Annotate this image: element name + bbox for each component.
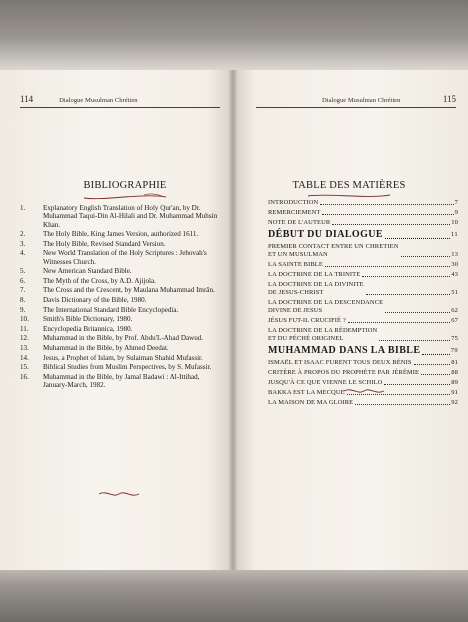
right-running-head: Dialogue Musulman Chrétien <box>322 97 401 104</box>
toc-leader-dots <box>362 276 450 277</box>
toc-entry-label: LA SAINTE BIBLE <box>268 261 323 268</box>
toc-entry <box>268 327 458 343</box>
bibliography-item-text: Smith's Bible Dictionary, 1980. <box>43 315 133 324</box>
toc-entry-page: 43 <box>451 271 458 278</box>
toc-leader-dots <box>355 404 450 405</box>
toc-entry-label: BAKKA EST LA MECQUE <box>268 389 345 396</box>
toc-entry <box>268 369 458 377</box>
left-header-rule <box>20 107 220 108</box>
toc-entry <box>268 243 458 259</box>
toc-entry-label: LA DOCTRINE DE LA DESCENDANCE DIVINE DE JESUS <box>268 299 384 314</box>
toc-entry-page: 30 <box>451 261 458 268</box>
toc-entry-label: LA DOCTRINE DE LA RÉDEMPTION ET DU PÉCHÉ ORIGINEL <box>268 327 378 342</box>
bibliography-item-number: 14. <box>20 353 29 362</box>
right-footer-ornament <box>342 386 386 396</box>
bibliography-item <box>20 240 220 248</box>
toc-entry-page: 75 <box>451 335 458 342</box>
bibliography-item <box>20 334 220 342</box>
bibliography-item-number: 9. <box>20 305 26 314</box>
bibliography-item-text: The International Standard Bible Encyclopedia. <box>43 305 179 314</box>
title-ornament <box>82 192 168 202</box>
bibliography-item-text: Jesus, a Prophet of Islam, by Sulaiman Shahid Mufassir. <box>43 353 203 362</box>
bibliography-item-number: 8. <box>20 296 26 305</box>
right-header <box>256 90 456 104</box>
toc-entry-label: PREMIER CONTACT ENTRE UN CHRETIEN ET UN MUSULMAN <box>268 243 399 258</box>
left-footer-ornament <box>97 489 141 499</box>
bibliography-item-number: 5. <box>20 267 26 276</box>
bibliography-item-number: 1. <box>20 204 26 212</box>
toc-entry-page: 9 <box>454 209 458 216</box>
toc-entry-page: 51 <box>451 289 458 296</box>
bibliography-item-text: Muhammad in the Bible, by Jamal Badawi : Al-Ittihad, January-March, 1982. <box>43 372 200 390</box>
left-running-head: Dialogue Musulman Chrétien <box>59 97 138 104</box>
bibliography-item-text: New American Standard Bible. <box>43 267 132 276</box>
toc-entry-page: 91 <box>451 389 458 396</box>
toc-entry-label: MUHAMMAD DANS LA BIBLE <box>268 345 421 356</box>
toc-leader-dots <box>385 312 450 313</box>
toc-entry <box>268 359 458 367</box>
bibliography-item-number: 11. <box>20 324 29 333</box>
toc-entry-label: CRITÈRE À PROPOS DU PROPHÈTE PAR JÉRÉMIE <box>268 369 420 376</box>
bibliography-item-text: Encyclopedia Britannica, 1980. <box>43 324 133 333</box>
bibliography-item <box>20 315 220 323</box>
bibliography-item-text: The Holy Bible, King James Version, authorized 1611. <box>43 230 199 239</box>
toc-entry <box>268 199 458 207</box>
bibliography-title: BIBLIOGRAPHIE <box>83 180 167 191</box>
toc-entry <box>268 299 458 315</box>
bibliography-item-number: 12. <box>20 334 29 343</box>
bibliography-item <box>20 204 220 229</box>
bibliography-item <box>20 306 220 314</box>
bibliography-item <box>20 354 220 362</box>
toc-entry <box>268 317 458 325</box>
toc-title: TABLE DES MATIÈRES <box>292 180 406 191</box>
toc-entry-page: 62 <box>451 307 458 314</box>
bibliography-item-number: 6. <box>20 276 26 285</box>
toc-entry-page: 7 <box>454 199 458 206</box>
toc-entry-label: JUSQU'À CE QUE VIENNE LE SCHILO <box>268 379 383 386</box>
left-header <box>20 90 220 104</box>
bibliography-item-text: Explanatory English Translation of Holy Qur'an, by Dr. Muhammad Taqui-Din Al-Hilali and Dr. Muhammad Muhsin Khan. <box>43 204 218 229</box>
toc-entry-label: DÉBUT DU DIALOGUE <box>268 229 383 240</box>
toc-entry <box>268 219 458 227</box>
toc-leader-dots <box>325 266 450 267</box>
toc-leader-dots <box>366 294 451 295</box>
toc-entry-label: JÉSUS FUT-IL CRUCIFIÉ ? <box>268 317 346 324</box>
bibliography-item-text: Muhammad in the Bible, by Ahmed Deedat. <box>43 344 169 353</box>
toc-entry-label: REMERCIEMENT <box>268 209 321 216</box>
toc-leader-dots <box>401 256 451 257</box>
toc-leader-dots <box>348 322 450 323</box>
toc-leader-dots <box>385 238 450 239</box>
toc-entry-page: 10 <box>451 219 458 226</box>
bibliography-item-text: Biblical Studies from Muslim Perspectives, by S. Mufassir. <box>43 363 212 372</box>
bibliography-item <box>20 296 220 304</box>
toc-leader-dots <box>332 224 450 225</box>
toc-entry-label: LA MAISON DE MA GLOIRE <box>268 399 354 406</box>
bibliography-item <box>20 325 220 333</box>
toc-entry-page: 89 <box>451 379 458 386</box>
toc-section-heading <box>268 345 458 357</box>
bibliography-item-text: The Cross and the Crescent, by Maulana Muhammad Imrân. <box>43 286 215 295</box>
right-page-number: 115 <box>442 94 456 104</box>
bibliography-item-text: Muhammad in the Bible, by Prof. Abdu'L-Ahad Dawud. <box>43 334 204 343</box>
toc-section-heading <box>268 229 458 241</box>
toc-leader-dots <box>379 340 450 341</box>
bibliography-item-number: 2. <box>20 230 26 239</box>
bibliography-list <box>20 204 220 391</box>
toc-entry <box>268 209 458 217</box>
toc-entry <box>268 261 458 269</box>
book-gutter <box>229 70 237 570</box>
toc-entry-label: INTRODUCTION <box>268 199 319 206</box>
bibliography-item-number: 16. <box>20 372 29 381</box>
bibliography-item-text: Davis Dictionary of the Bible, 1980. <box>43 296 147 305</box>
bibliography-item-number: 7. <box>20 286 26 295</box>
bibliography-item-text: The Myth of the Cross, by A.D. Ajijola. <box>43 276 156 285</box>
bibliography-item <box>20 249 220 266</box>
bibliography-item <box>20 363 220 371</box>
table-of-contents <box>268 199 458 409</box>
toc-entry-page: 79 <box>450 347 458 354</box>
toc-leader-dots <box>320 204 453 205</box>
toc-leader-dots <box>414 364 451 365</box>
bibliography-item-number: 15. <box>20 363 29 372</box>
toc-leader-dots <box>421 374 450 375</box>
toc-leader-dots <box>422 354 449 355</box>
toc-entry-page: 81 <box>451 359 458 366</box>
toc-leader-dots <box>322 214 453 215</box>
bibliography-item-text: The Holy Bible, Revised Standard Version. <box>43 239 166 248</box>
toc-entry <box>268 271 458 279</box>
toc-entry-page: 88 <box>451 369 458 376</box>
bibliography-item-text: New World Translation of the Holy Scriptures : Jehovah's Witnesses Church. <box>43 249 207 266</box>
bibliography-item <box>20 344 220 352</box>
toc-entry-page: 92 <box>451 399 458 406</box>
bibliography-item-number: 3. <box>20 239 26 248</box>
toc-entry-label: LA DOCTRINE DE LA DIVINITE DE JESUS-CHRIST <box>268 281 364 296</box>
toc-entry-page: 67 <box>451 317 458 324</box>
toc-entry-page: 13 <box>451 251 458 258</box>
bibliography-item <box>20 267 220 275</box>
bibliography-item <box>20 277 220 285</box>
toc-entry <box>268 281 458 297</box>
toc-entry-label: ISMAËL ET ISAAC FURENT TOUS DEUX BÉNIS <box>268 359 412 366</box>
toc-leader-dots <box>384 384 450 385</box>
bibliography-item-number: 4. <box>20 249 26 258</box>
bibliography-item-number: 13. <box>20 344 29 353</box>
right-header-rule <box>256 107 456 108</box>
bibliography-item <box>20 230 220 238</box>
bibliography-item-number: 10. <box>20 315 29 324</box>
bibliography-item <box>20 373 220 390</box>
toc-entry-page: 11 <box>450 231 458 238</box>
left-page-number: 114 <box>20 94 34 104</box>
bibliography-item <box>20 286 220 294</box>
toc-entry-label: LA DOCTRINE DE LA TRINITE <box>268 271 361 278</box>
toc-entry-label: NOTE DE L'AUTEUR <box>268 219 331 226</box>
toc-entry <box>268 399 458 407</box>
